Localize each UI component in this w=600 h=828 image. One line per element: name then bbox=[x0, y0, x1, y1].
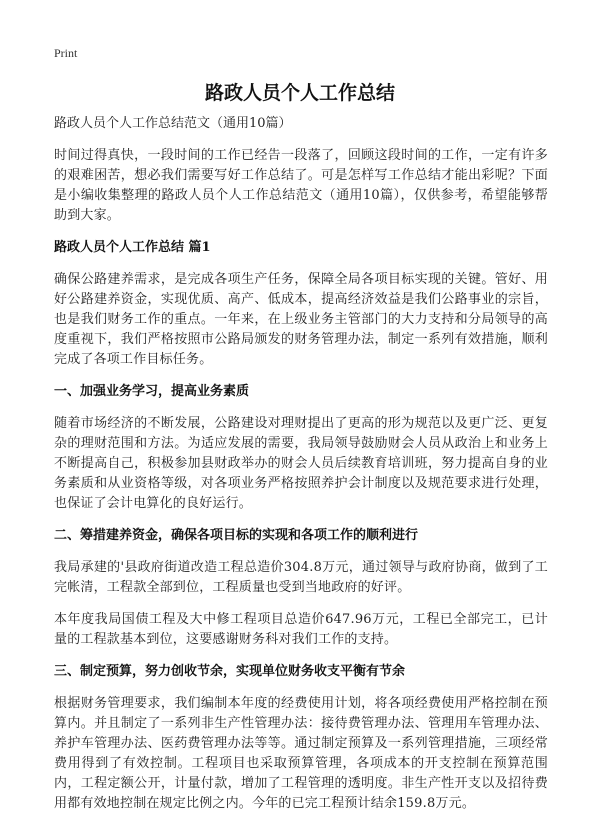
paragraph-3: 我局承建的'县政府街道改造工程总造价304.8万元，通过领导与政府协商，做到了工完帐清，工程款全部到位，工程质量也受到当地政府的好评。 bbox=[54, 560, 548, 595]
section-heading-1: 一、加强业务学习，提高业务素质 bbox=[54, 384, 250, 399]
article-heading: 路政人员个人工作总结 篇1 bbox=[54, 240, 211, 255]
document-subtitle: 路政人员个人工作总结范文（通用10篇） bbox=[54, 116, 292, 131]
section-heading-3: 三、制定预算，努力创收节余，实现单位财务收支平衡有节余 bbox=[54, 664, 406, 679]
intro-paragraph: 时间过得真快，一段时间的工作已经告一段落了，回顾这段时间的工作，一定有许多的艰难困苦，想必我们需要写好工作总结了。可是怎样写工作总结才能出彩呢？下面是小编收集整理的路政人员个人工作总结范文（通用10篇），仅供参考，希望能够帮助到大家。 bbox=[54, 148, 548, 223]
print-link[interactable]: Print bbox=[54, 46, 78, 60]
page-title: 路政人员个人工作总结 bbox=[204, 82, 395, 104]
section-heading-2: 二、筹措建养资金，确保各项目标的实现和各项工作的顺利进行 bbox=[54, 528, 419, 543]
paragraph-4: 本年度我局国债工程及大中修工程项目总造价647.96万元，工程已全部完工，已计量的工程款基本到位，这要感谢财务科对我们工作的支持。 bbox=[54, 612, 548, 647]
paragraph-2: 随着市场经济的不断发展，公路建设对理财提出了更高的形为规范以及更广泛、更复杂的理财范围和方法。为适应发展的需要，我局领导鼓励财会人员从政治上和业务上不断提高自己，积极参加县财政举办的财会人员后续教育培训班，努力提高自身的业务素质和从业资格等级，对各项业务严格按照养护会计制度以及规范要求进行处理，也保证了会计电算化的良好运行。 bbox=[54, 416, 548, 511]
document-body bbox=[54, 114, 548, 826]
paragraph-1: 确保公路建养需求，是完成各项生产任务，保障全局各项目标实现的关键。管好、用好公路建养资金，实现优质、高产、低成本，提高经济效益是我们公路事业的宗旨，也是我们财务工作的重点。一年来，在上级业务主管部门的大力支持和分局领导的高度重视下，我们严格按照市公路局颁发的财务管理办法，制定一系列有效措施，顺利完成了各项工作目标任务。 bbox=[54, 272, 548, 367]
paragraph-5: 根据财务管理要求，我们编制本年度的经费使用计划，将各项经费使用严格控制在预算内。并且制定了一系列非生产性管理办法：接待费管理办法、管理用车管理办法、养护车管理办法、医药费管理办法等等。通过制定预算及一系列管理措施，三项经常费用得到了有效控制。工程项目也采取预算管理，各项成本的开支控制在预算范围内，工程定额公开，计量付款，增加了工程管理的透明度。非生产性开支以及招待费用都有效地控制在规定比例之内。今年的已完工程预计结余159.8万元。 bbox=[54, 696, 548, 811]
